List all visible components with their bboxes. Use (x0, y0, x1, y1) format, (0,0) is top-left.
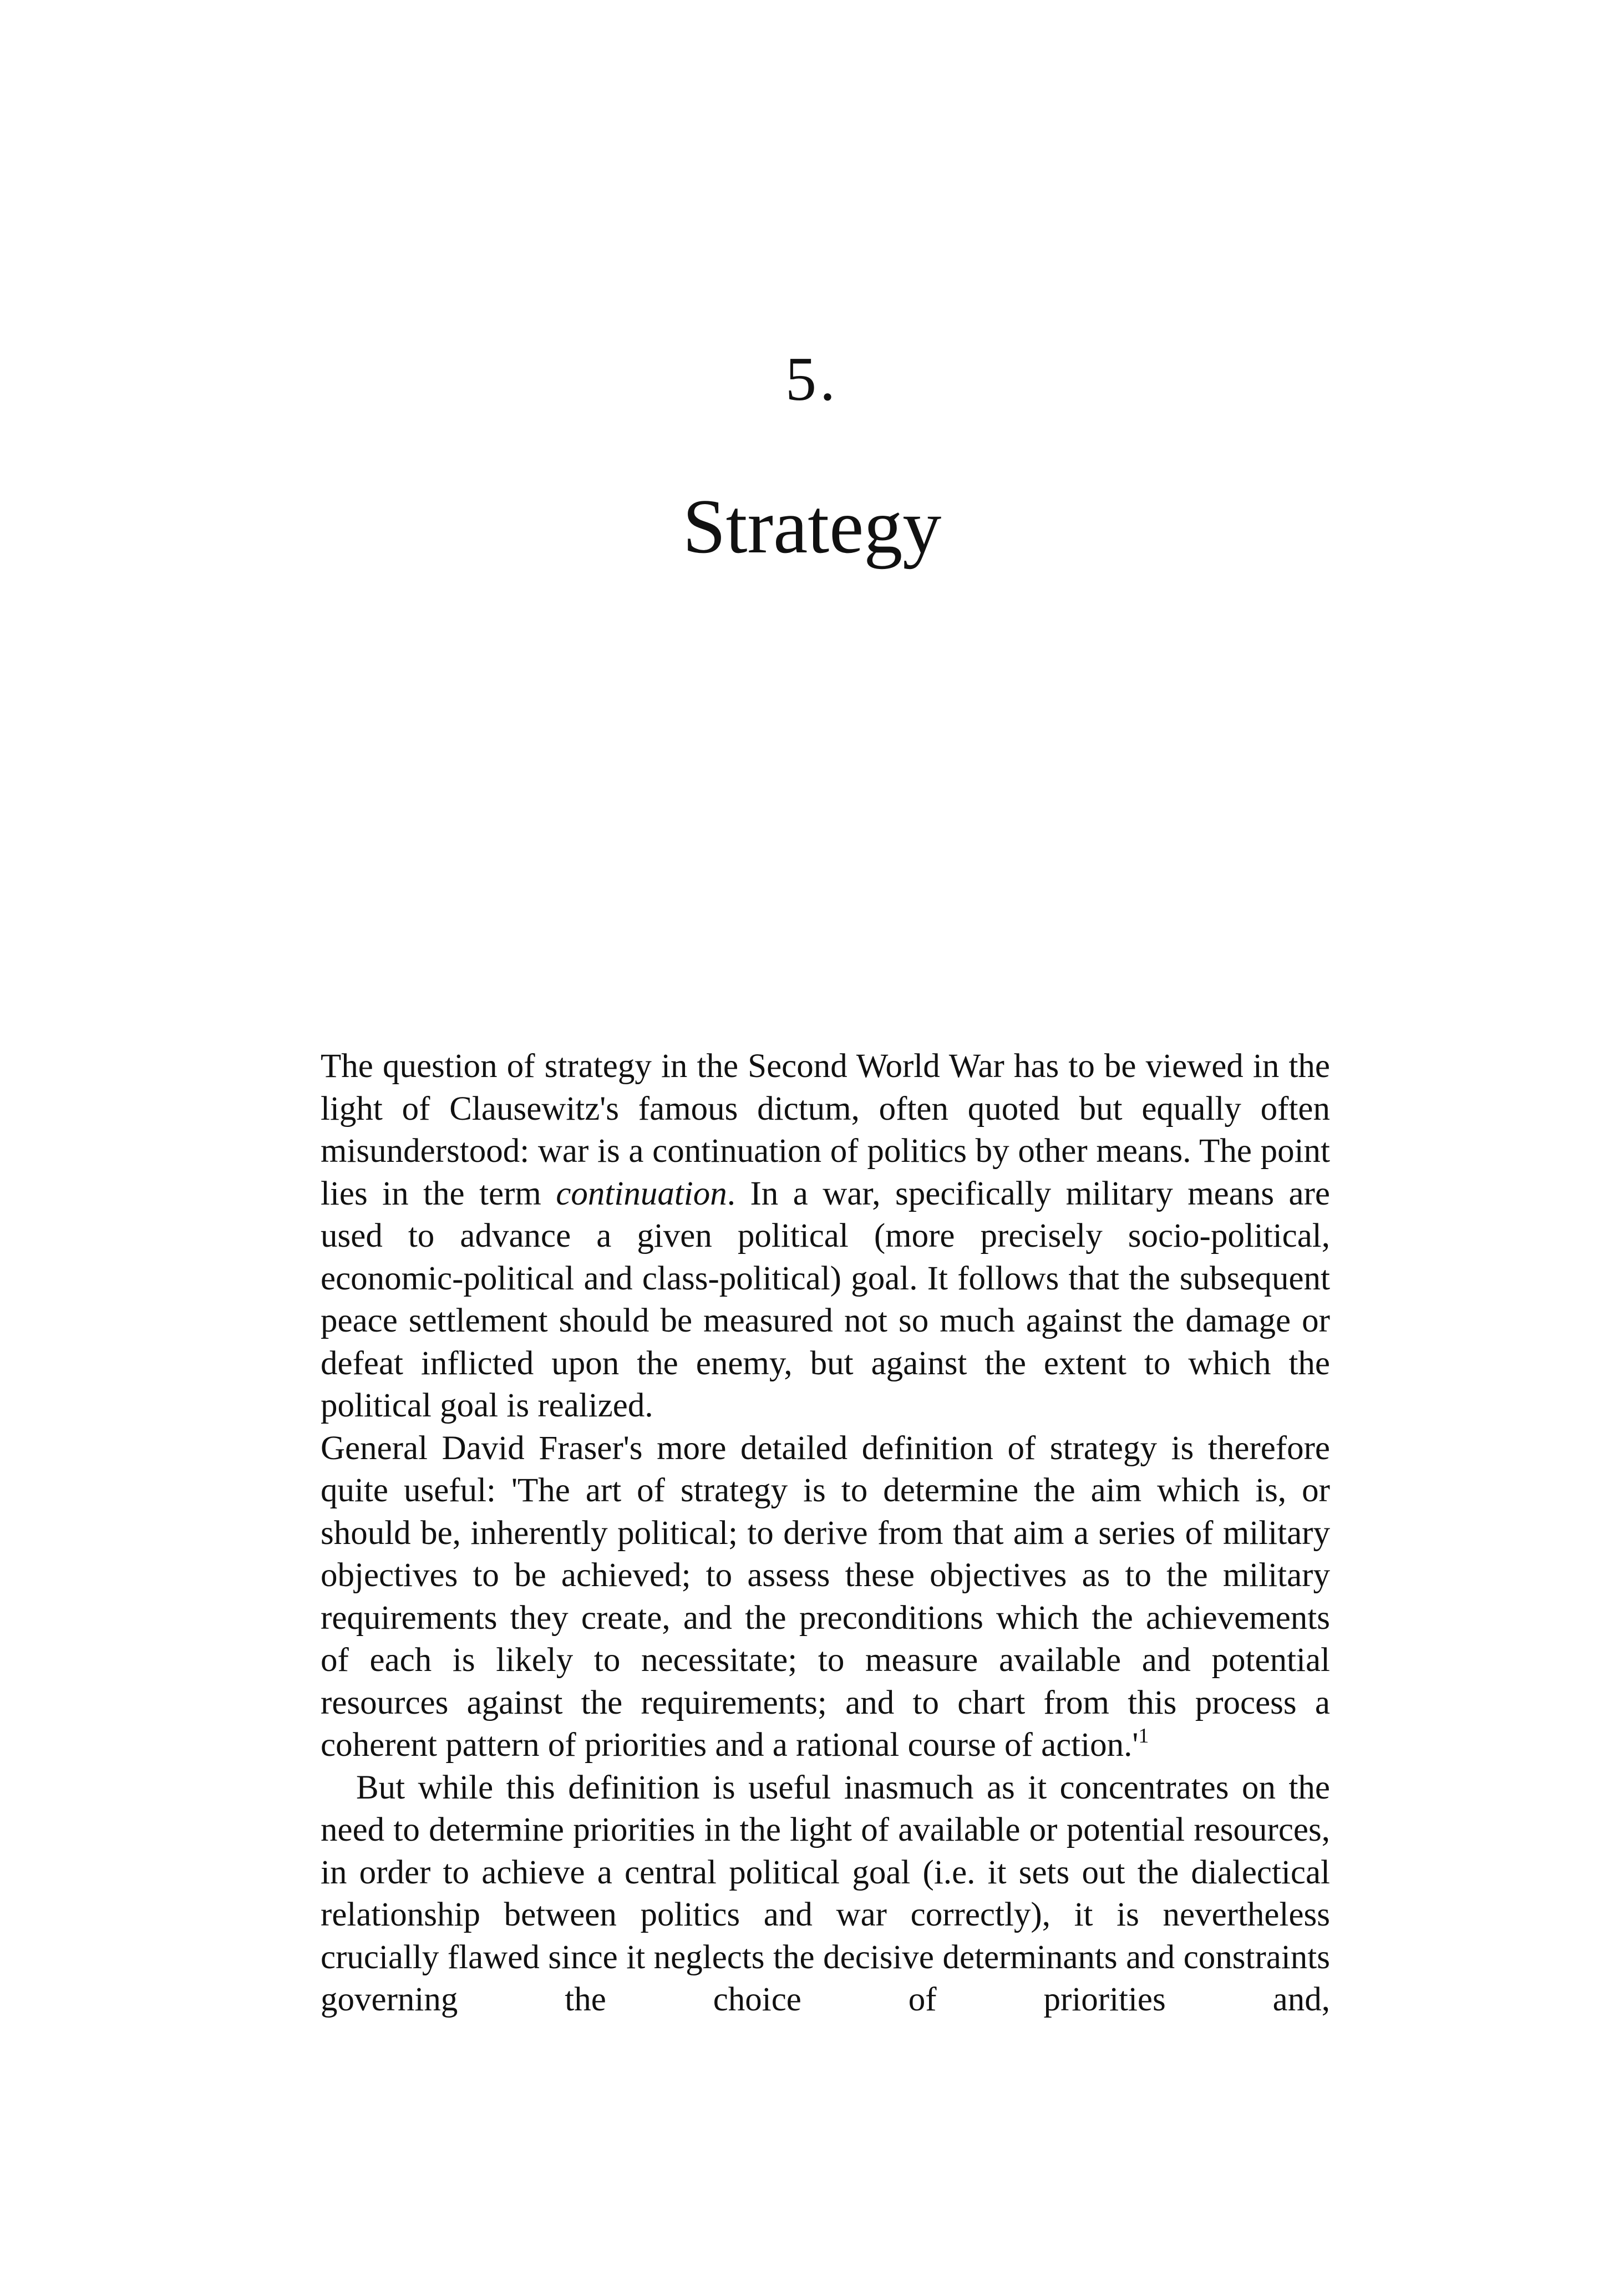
paragraph-1 (321, 1045, 1330, 1428)
paragraph-2-text: General David Fraser's more detailed definition of strategy is therefore quite useful: 'The art of strategy is to determine the aim which is, or should be, inherently political; to derive from that aim a series of military objectives to be achieved; to assess these objectives as to the military requirements they create, and the preconditions which the achievements of each is likely to necessitate; to measure available and potential resources against the requirements; and to chart from this process a coherent pattern of priorities and a rational course of action.' (321, 1429, 1330, 1764)
paragraph-3 (321, 1767, 1330, 2021)
paragraph-1-emphasis: continuation (556, 1175, 727, 1212)
paragraph-2 (321, 1428, 1330, 1767)
footnote-reference[interactable]: 1 (1138, 1724, 1149, 1747)
body-text (321, 1045, 1330, 2021)
chapter-number: 5. (785, 345, 839, 414)
chapter-title: Strategy (682, 484, 942, 570)
paragraph-1-text-start: The question of strategy in the Second World War has to be viewed in the light of Clausewitz's famous dictum, often quoted but equally often misunderstood: war is a continuation of politics by other means. The point lies in the term (321, 1048, 1330, 1212)
paragraph-1-text-end: . In a war, specifically military means are used to advance a given political (more precisely socio-political, economic-political and class-political) goal. It follows that the subsequent peace settlement should be measured not so much against the damage or defeat inflicted upon the enemy, but against the extent to which the political goal is realized. (321, 1175, 1330, 1424)
paragraph-3-text: But while this definition is useful inasmuch as it concentrates on the need to determine priorities in the light of available or potential resources, in order to achieve a central political goal (i.e. it sets out the dialectical relationship between politics and war correctly), it is nevertheless crucially flawed since it neglects the decisive determinants and constraints governing the choice of priorities and, (321, 1769, 1330, 2018)
